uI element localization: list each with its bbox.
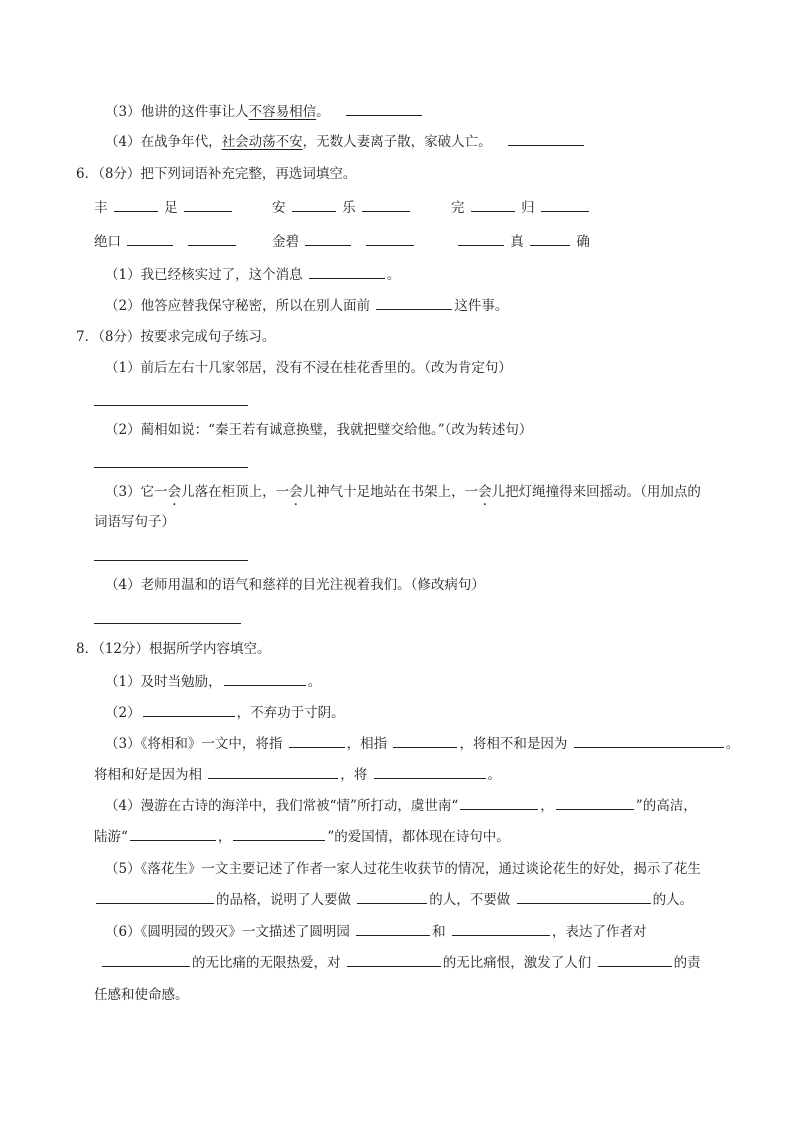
answer-blank[interactable] xyxy=(233,827,325,841)
q6-header: 6．（8分）把下列词语补充完整，再选词填空。 xyxy=(76,166,357,182)
q6-word-row-1: 丰 足 xyxy=(94,198,234,218)
word-blank[interactable] xyxy=(541,198,589,212)
word-blank[interactable] xyxy=(362,198,410,212)
q7-sentence-1: （1）前后左右十几家邻居，没有不浸在桂花香里的。（改为肯定句） xyxy=(105,360,512,376)
answer-line[interactable] xyxy=(94,405,248,406)
answer-blank[interactable] xyxy=(346,102,422,116)
answer-line[interactable] xyxy=(94,623,241,624)
q8-header: 8．（12分）根据所学内容填空。 xyxy=(76,641,271,657)
q7-sentence-3: （3）它一会儿落在柜顶上，一会儿神气十足地站在书架上，一会儿把灯绳撞得来回摇动。（用加点的 xyxy=(105,484,701,500)
q7-sentence-2: （2）蔺相如说：“秦王若有诚意换璧，我就把璧交给他。”（改为转述句） xyxy=(105,422,533,438)
answer-line[interactable] xyxy=(94,467,248,468)
q8-item-5: （5）《落花生》一文主要记述了作者一家人过花生收获节的情况，通过谈论花生的好处，揭示了花生 xyxy=(105,861,701,877)
q6-word-row-2: 绝口 xyxy=(94,232,238,252)
answer-blank[interactable] xyxy=(356,922,430,936)
answer-blank[interactable] xyxy=(517,890,651,904)
answer-blank[interactable] xyxy=(374,765,486,779)
q7-sentence-4: （4）老师用温和的语气和慈祥的目光注视着我们。（修改病句） xyxy=(105,577,485,593)
answer-line[interactable] xyxy=(94,560,248,561)
underlined-phrase: 社会动荡不安 xyxy=(221,134,303,150)
answer-blank[interactable] xyxy=(598,953,672,967)
answer-blank[interactable] xyxy=(143,703,235,717)
q8-item-4: （4）漫游在古诗的海洋中，我们常被“情”所打动，虞世南“ ， ”的高洁， xyxy=(105,798,697,814)
q8-item-6: （6）《圆明园的毁灭》一文描述了圆明园 和 ，表达了作者对 xyxy=(105,924,647,940)
q8-item-2: （2） ，不弃功于寸阴。 xyxy=(105,705,345,721)
answer-blank[interactable] xyxy=(452,922,550,936)
q8-item-6-end: 任感和使命感。 xyxy=(94,987,189,1003)
q8-item-3: （3）《将相和》一文中，将指 ，相指 ，将相不和是因为 。 xyxy=(105,736,740,752)
word-blank[interactable] xyxy=(127,232,173,246)
word-blank[interactable] xyxy=(530,232,570,246)
q6-word-row-2b: 金碧 xyxy=(272,232,416,252)
answer-blank[interactable] xyxy=(224,672,306,686)
word-blank[interactable] xyxy=(184,198,232,212)
q6-sentence-1: （1）我已经核实过了，这个消息 。 xyxy=(105,267,401,283)
answer-blank[interactable] xyxy=(208,765,338,779)
underlined-phrase: 不容易相信 xyxy=(248,104,317,120)
word-blank[interactable] xyxy=(305,232,351,246)
q8-item-3-cont: 将相和好是因为相 ，将 。 xyxy=(94,767,502,783)
word-blank[interactable] xyxy=(471,198,515,212)
q8-item-5-cont: 的品格，说明了人要做 的人，不要做 的人。 xyxy=(94,890,693,910)
q5-item4: （4）在战争年代，社会动荡不安，无数人妻离子散，家破人亡。 xyxy=(105,132,586,152)
q6-word-row-1c: 完 归 xyxy=(451,198,591,218)
q8-item-4-cont: 陆游“ ， ”的爱国情，都体现在诗句中。 xyxy=(94,829,510,845)
answer-blank[interactable] xyxy=(130,827,216,841)
dotted-word: 一会儿 xyxy=(275,484,317,500)
answer-blank[interactable] xyxy=(556,796,634,810)
answer-blank[interactable] xyxy=(357,890,427,904)
q8-item-6-cont: 的无比痛的无限热爱，对 的无比痛恨，激发了人们 的责 xyxy=(100,953,701,973)
dotted-word: 一会儿 xyxy=(154,484,195,500)
q6-sentence-2: （2）他答应替我保守秘密，所以在别人面前 这件事。 xyxy=(105,298,509,314)
word-blank[interactable] xyxy=(292,198,336,212)
answer-blank[interactable] xyxy=(309,265,385,279)
answer-blank[interactable] xyxy=(289,734,345,748)
answer-blank[interactable] xyxy=(460,796,538,810)
word-blank[interactable] xyxy=(366,232,414,246)
answer-blank[interactable] xyxy=(508,132,584,146)
answer-blank[interactable] xyxy=(102,953,190,967)
q7-header: 7．（8分）按要求完成句子练习。 xyxy=(76,329,276,345)
word-blank[interactable] xyxy=(458,232,504,246)
answer-blank[interactable] xyxy=(574,734,724,748)
q6-word-row-1b: 安 乐 xyxy=(272,198,412,218)
q6-word-row-2c: 真 确 xyxy=(456,232,590,252)
q7-sentence-3-cont: 词语写句子） xyxy=(94,514,175,530)
answer-blank[interactable] xyxy=(347,953,441,967)
answer-blank[interactable] xyxy=(96,890,214,904)
answer-blank[interactable] xyxy=(393,734,457,748)
word-blank[interactable] xyxy=(188,232,236,246)
word-blank[interactable] xyxy=(114,198,158,212)
q5-item3: （3）他讲的这件事让人不容易相信。 xyxy=(105,102,424,122)
dotted-word: 一会儿 xyxy=(464,484,506,500)
q8-item-1: （1）及时当勉励， 。 xyxy=(105,674,322,690)
answer-blank[interactable] xyxy=(376,296,452,310)
